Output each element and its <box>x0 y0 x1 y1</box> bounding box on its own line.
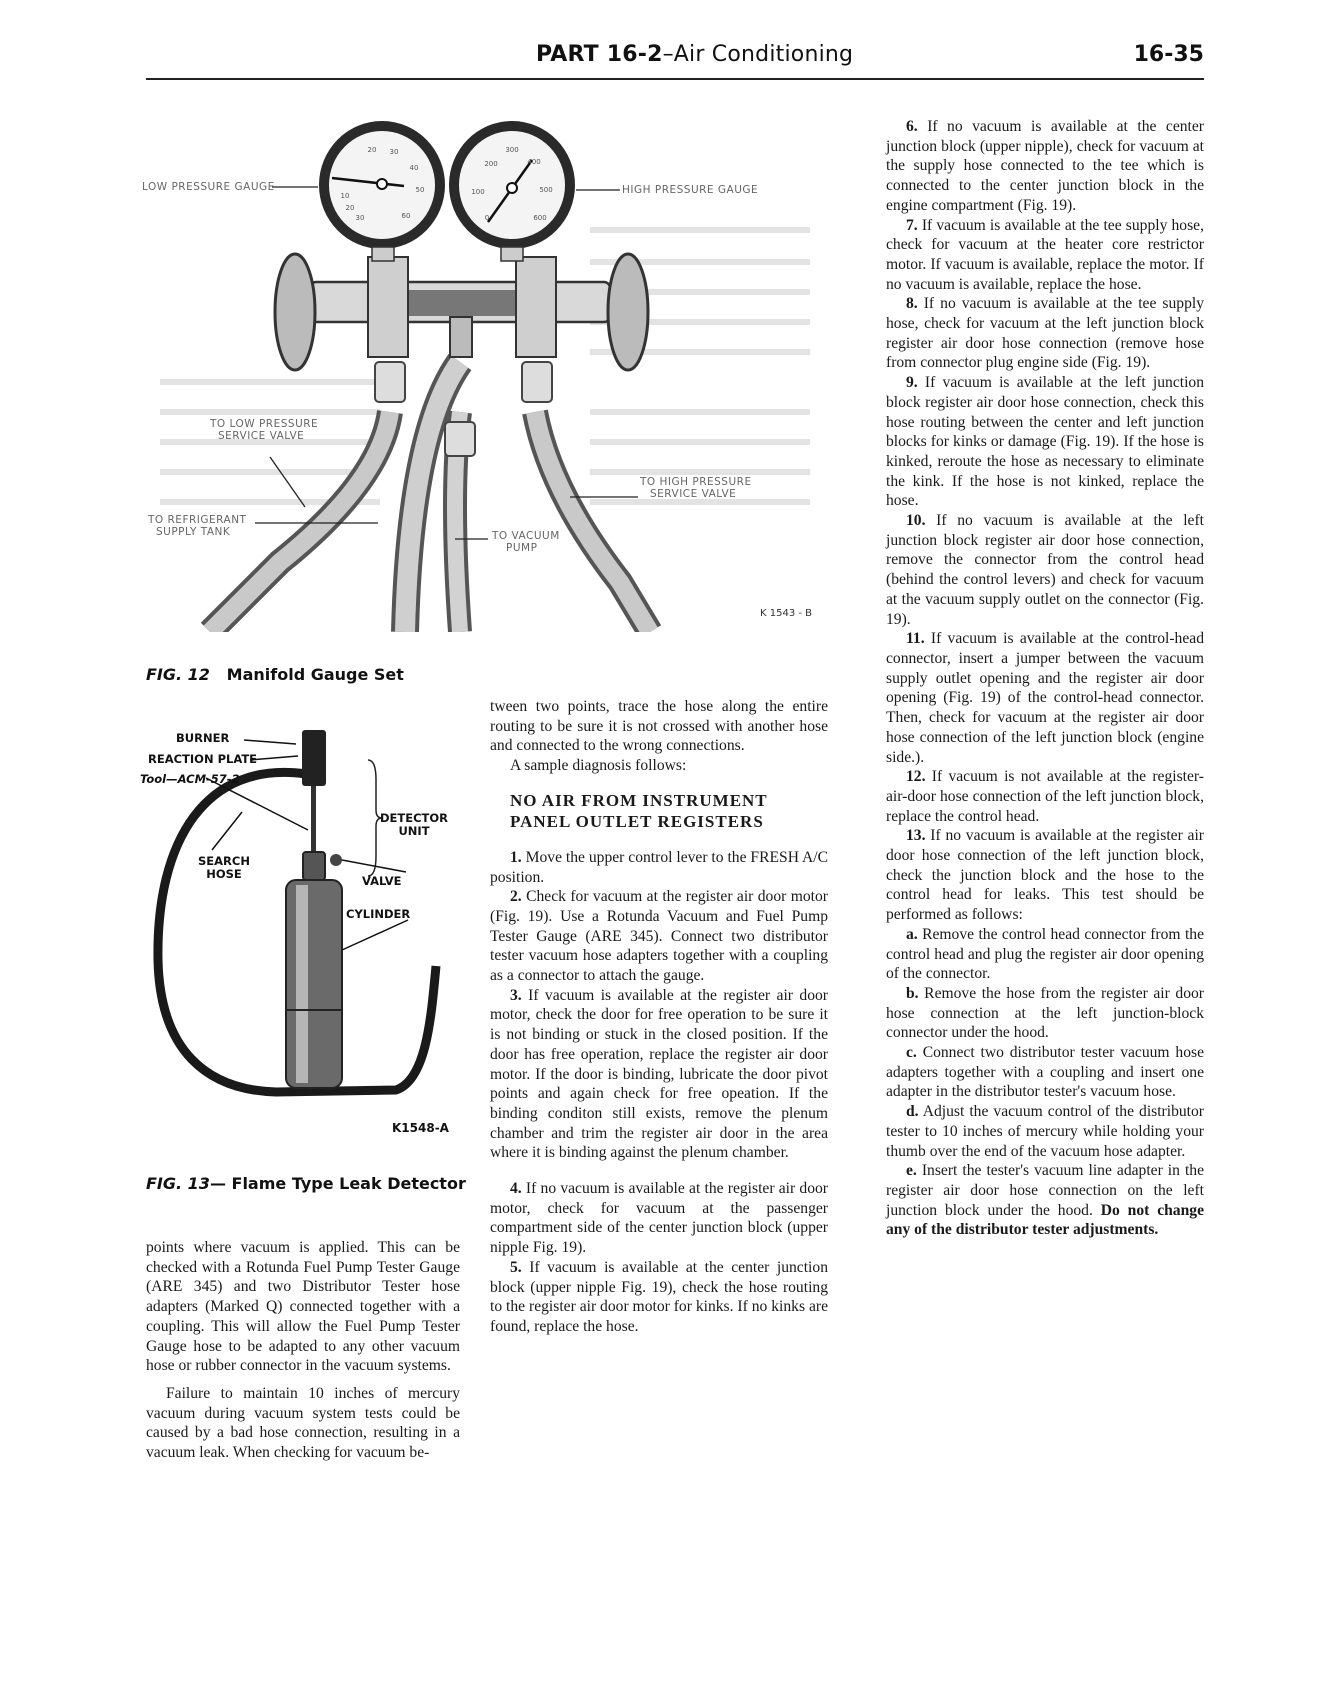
step-text: If vacuum is available at the center junction block (upper nipple Fig. 19), check the hose routing to the register air door motor for kinks. If no kinks are found, replace the hose. <box>490 1258 828 1335</box>
part-name: –Air Conditioning <box>662 42 854 67</box>
high-pressure-gauge <box>449 121 575 261</box>
step-4 <box>490 1179 828 1258</box>
high-gauge-tick: 0 <box>484 214 490 222</box>
valve-knob <box>330 854 342 866</box>
background-show-through <box>160 230 810 502</box>
high-gauge-tick: 100 <box>471 188 485 196</box>
step-text: Check for vacuum at the register air door motor (Fig. 19). Use a Rotunda Vacuum and Fuel Pump Tester Gauge (ARE 345). Connect two distributor tester vacuum hose adapters together with a coupling as a connector to attach the gauge. <box>490 888 828 985</box>
label-line: TO REFRIGERANT <box>148 514 247 526</box>
label-burner: BURNER <box>176 731 230 745</box>
column-3 <box>886 117 1204 1240</box>
step-number: 9. <box>906 374 918 392</box>
high-gauge-tick: 600 <box>533 214 547 222</box>
step-11 <box>886 629 1204 767</box>
step-3 <box>490 986 828 1163</box>
substep-text: Remove the control head connector from the control head and plug the register air door opening of the connector. <box>886 925 1204 983</box>
figure-12-manifold-gauge-set <box>142 112 830 632</box>
figure-title: — Flame Type Leak Detector <box>209 1174 466 1193</box>
label-line: SERVICE VALVE <box>218 430 305 442</box>
step-text: If no vacuum is available at the tee supply hose, check for vacuum at the left junction block register air door hose connection (remove hose from connector plug engine side (Fig. 19). <box>886 295 1204 372</box>
substep-letter: e. <box>906 1162 917 1180</box>
header-rule <box>146 78 1204 80</box>
figure-number: FIG. 13 <box>146 1174 210 1193</box>
step-7 <box>886 216 1204 295</box>
label-high-pressure-gauge: HIGH PRESSURE GAUGE <box>622 184 759 196</box>
substep-text: Insert the tester's vacuum line adapter in the register air door hose connection on the left junction block under the hood. <box>886 1162 1204 1219</box>
column-1 <box>146 1238 460 1463</box>
step-text: If vacuum is available at the left junction block register air door hose connection, check this hose routing between the center and left junction blocks for kinks or damage (Fig. 19). If the hose is kinked, reroute the hose as necessary to eliminate the kink. If the hose is not kinked, replace the hose. <box>886 374 1204 510</box>
step-number: 1. <box>510 848 522 866</box>
substep-a <box>886 925 1204 984</box>
label-line: HOSE <box>206 867 242 881</box>
low-coupling <box>375 362 405 402</box>
figure-title: Manifold Gauge Set <box>226 665 404 684</box>
low-gauge-tick: 10 <box>340 192 350 200</box>
substep-d <box>886 1102 1204 1161</box>
step-text: If vacuum is available at the register air door motor, check the door for free operation to be sure it is not binding or stuck in the closed position. If the door has free operation, replace the register air door motor. If the door is binding, lubricate the door pivot points and again check for free opeation. If the binding conditon still exists, remove the plenum chamber and trim the register air door in the area where it is binding against the plenum chamber. <box>490 986 828 1162</box>
low-gauge-tick: 60 <box>401 212 411 220</box>
substep-letter: d. <box>906 1103 919 1121</box>
paragraph: A sample diagnosis follows: <box>510 757 687 775</box>
figure-12-caption <box>146 665 404 684</box>
high-coupling <box>522 362 552 402</box>
warning-text: Do not change any of the distributor tester adjustments. <box>886 1201 1204 1239</box>
step-9 <box>886 373 1204 511</box>
step-13 <box>886 826 1204 925</box>
step-10 <box>886 511 1204 629</box>
low-side-valve-handwheel <box>275 254 315 370</box>
label-line: DETECTOR <box>380 811 449 825</box>
high-gauge-tick: 300 <box>505 146 519 154</box>
section-heading: NO AIR FROM INSTRUMENT PANEL OUTLET REGISTERS <box>510 790 768 831</box>
label-line: TO VACUUM <box>492 530 560 542</box>
page-header <box>146 38 1204 82</box>
low-gauge-tick: 20 <box>345 204 355 212</box>
label-reaction-plate: REACTION PLATE <box>148 752 258 766</box>
step-number: 13. <box>906 827 926 845</box>
step-number: 10. <box>906 512 926 530</box>
cylinder <box>286 880 342 1088</box>
substep-letter: a. <box>906 925 918 943</box>
low-gauge-tick: 30 <box>355 214 365 222</box>
low-gauge-tick: 20 <box>367 146 377 154</box>
label-line: SEARCH <box>198 854 250 868</box>
label-tool-number: Tool—ACM-57-2 <box>140 772 240 786</box>
substep-text: Remove the hose from the register air door hose connection at the left junction-block connector under the hood. <box>886 984 1204 1042</box>
label-to-high-pressure-service-valve <box>640 476 752 500</box>
step-2 <box>490 887 828 986</box>
step-12 <box>886 767 1204 826</box>
high-gauge-tick: 400 <box>527 158 541 166</box>
step-number: 2. <box>510 888 522 906</box>
figure-code: K1548-A <box>392 1121 449 1135</box>
substep-text: Connect two distributor tester vacuum hose adapters together with a coupling and insert one adapter in the distributor tester's vacuum hose. <box>886 1044 1204 1101</box>
label-to-vacuum-pump <box>492 530 560 554</box>
step-text: If vacuum is not available at the register-air-door hose connection of the left junction block, replace the control head. <box>886 768 1204 825</box>
step-5 <box>490 1258 828 1337</box>
vacuum-coupling <box>445 422 475 456</box>
step-number: 12. <box>906 768 926 786</box>
label-line: TO LOW PRESSURE <box>210 418 319 430</box>
label-line: SUPPLY TANK <box>156 526 231 538</box>
paragraph: Failure to maintain 10 inches of mercury vacuum during vacuum system tests could be caused by a bad hose connection, resulting in a vacuum leak. When checking for vacuum be- <box>146 1384 460 1462</box>
high-side-valve-handwheel <box>608 254 648 370</box>
substep-e <box>886 1161 1204 1240</box>
low-pressure-gauge <box>319 121 445 261</box>
part-title <box>536 42 853 67</box>
step-number: 8. <box>906 295 918 313</box>
label-detector-unit <box>380 812 448 838</box>
column-2 <box>490 697 828 1337</box>
detector-tube <box>311 786 316 854</box>
step-6 <box>886 117 1204 216</box>
figure-13-flame-leak-detector <box>140 720 466 1150</box>
label-to-low-pressure-service-valve <box>210 418 318 442</box>
low-gauge-tick: 30 <box>389 148 399 156</box>
label-line: UNIT <box>398 824 430 838</box>
step-text: If no vacuum is available at the left junction block register air door hose connection, remove the connector from the control head (behind the control levers) and check for vacuum at the vacuum supply outlet on the connector (Fig. 19). <box>886 512 1204 628</box>
figure-13-caption <box>146 1174 466 1193</box>
step-8 <box>886 294 1204 373</box>
page-number: 16-35 <box>1133 42 1204 67</box>
step-number: 5. <box>510 1258 522 1276</box>
step-text: Move the upper control lever to the FRESH A/C position. <box>490 848 828 886</box>
step-number: 7. <box>906 216 918 234</box>
low-gauge-tick: 40 <box>409 164 419 172</box>
step-text: If vacuum is available at the tee supply hose, check for vacuum at the heater core restrictor motor. If vacuum is available, replace the motor. If no vacuum is available, replace the hose. <box>886 216 1204 293</box>
step-number: 6. <box>906 118 918 135</box>
step-1 <box>490 848 828 887</box>
paragraph: points where vacuum is applied. This can be checked with a Rotunda Fuel Pump Tester Gauge (ARE 345) and two Distributor Tester hose adapters (Marked Q) connected together with a coupling. This will allow the Fuel Pump Tester Gauge hose to be adapted to any other vacuum hose or rubber connector in the vacuum systems. <box>146 1239 460 1375</box>
high-gauge-tick: 500 <box>539 186 553 194</box>
figure-code: K 1543 - B <box>760 608 813 619</box>
substep-c <box>886 1043 1204 1102</box>
substep-text: Adjust the vacuum control of the distributor tester to 10 inches of mercury while holding your thumb over the end of the vacuum hose adapter. <box>886 1103 1204 1160</box>
low-gauge-tick: 50 <box>415 186 425 194</box>
part-number: PART 16-2 <box>536 42 663 67</box>
step-number: 3. <box>510 986 522 1004</box>
burner <box>302 730 326 786</box>
step-text: If no vacuum is available at the center junction block (upper nipple), check for vacuum at the supply hose connected to the tee which is connected to the center junction block in the engine compartment (Fig. 19). <box>886 118 1204 214</box>
substep-letter: c. <box>906 1044 917 1062</box>
label-line: SERVICE VALVE <box>650 488 737 500</box>
label-search-hose <box>198 855 250 881</box>
label-cylinder: CYLINDER <box>346 907 411 921</box>
step-number: 11. <box>906 630 925 648</box>
step-number: 4. <box>510 1180 522 1198</box>
label-to-refrigerant-supply-tank <box>148 514 246 538</box>
paragraph: tween two points, trace the hose along the entire routing to be sure it is not crossed with another hose and connected to the wrong connections. <box>490 698 828 755</box>
label-line: TO HIGH PRESSURE <box>640 476 752 488</box>
substep-b <box>886 984 1204 1043</box>
high-gauge-tick: 200 <box>484 160 498 168</box>
step-text: If no vacuum is available at the register air door hose connection of the left junction block, check the junction block and the hose to the control head for leaks. This test should be performed as follows: <box>886 827 1204 924</box>
label-line: PUMP <box>506 542 538 554</box>
substep-letter: b. <box>906 984 919 1002</box>
step-text: If no vacuum is available at the register air door motor, check for vacuum at the passenger compartment side of the center junction block (upper nipple Fig. 19). <box>490 1180 828 1257</box>
label-valve: VALVE <box>362 874 402 888</box>
figure-number: FIG. 12 <box>146 665 210 684</box>
step-text: If vacuum is available at the control-head connector, insert a jumper between the vacuum supply outlet opening and the register air door opening (Fig. 19) of the control-head connector. Then, check for vacuum at the register air door hose connection of the left junction block (engine side.). <box>886 630 1204 766</box>
label-low-pressure-gauge: LOW PRESSURE GAUGE <box>142 181 275 193</box>
